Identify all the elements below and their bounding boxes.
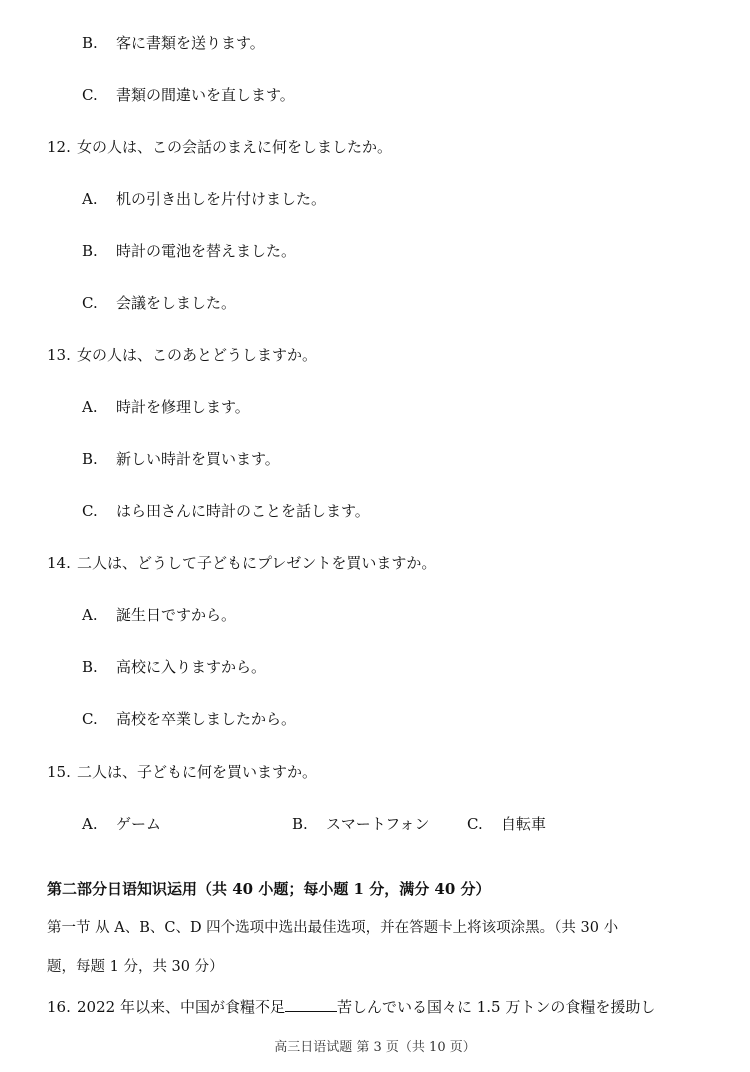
q15-option-c xyxy=(467,814,546,834)
option-letter: C. xyxy=(82,294,98,312)
option-text: 高校に入りますから。 xyxy=(116,658,267,676)
option-letter: B. xyxy=(82,242,98,260)
q12-option-b xyxy=(82,241,296,261)
option-text: はら田さんに時計のことを話します。 xyxy=(116,502,370,520)
option-letter: C. xyxy=(82,710,98,728)
q11-option-c xyxy=(82,85,295,105)
question-number: 12. xyxy=(47,138,71,156)
option-text: 新しい時計を買います。 xyxy=(116,450,280,468)
option-text: 客に書類を送ります。 xyxy=(116,34,265,52)
answer-blank xyxy=(285,997,337,1012)
option-letter: B. xyxy=(292,815,308,833)
option-letter: B. xyxy=(82,658,98,676)
option-letter: A. xyxy=(82,190,98,208)
option-text: 時計の電池を替えました。 xyxy=(116,242,297,260)
option-letter: B. xyxy=(82,450,98,468)
option-text: 自転車 xyxy=(501,815,547,833)
section-instruction-line2: 题，每题 1 分，共 30 分） xyxy=(47,959,224,975)
option-text: ゲーム xyxy=(116,815,162,833)
q12-option-a xyxy=(82,189,326,209)
q14-option-a xyxy=(82,605,236,625)
option-letter: A. xyxy=(82,398,98,416)
option-text: 誕生日ですから。 xyxy=(116,606,237,624)
question-number: 16. xyxy=(47,998,71,1016)
option-letter: A. xyxy=(82,606,98,624)
q12-question xyxy=(47,137,392,157)
section-instruction-line1: 第一节 从 A、B、C、D 四个选项中选出最佳选项，并在答题卡上将该项涂黑。（共 30 小 xyxy=(47,920,619,936)
question-text-before: 2022 年以来、中国が食糧不足 xyxy=(77,998,285,1016)
q13-option-b xyxy=(82,449,280,469)
q14-option-b xyxy=(82,657,266,677)
option-letter: A. xyxy=(82,815,98,833)
q13-question xyxy=(47,345,317,365)
option-text: 書類の間違いを直します。 xyxy=(116,86,295,104)
section-title: 第二部分日语知识运用（共 40 小题；每小题 1 分，满分 40 分） xyxy=(47,880,491,898)
question-text: 女の人は、このあとどうしますか。 xyxy=(77,346,318,364)
option-letter: C. xyxy=(467,815,483,833)
q15-question xyxy=(47,762,317,782)
question-number: 15. xyxy=(47,763,71,781)
question-text-after: 苦しんでいる国々に 1.5 万トンの食糧を援助し xyxy=(336,998,656,1016)
question-text: 二人は、どうして子どもにプレゼントを買いますか。 xyxy=(77,554,437,572)
q13-option-c xyxy=(82,501,370,521)
option-text: 高校を卒業しましたから。 xyxy=(116,710,297,728)
option-text: 時計を修理します。 xyxy=(116,398,250,416)
q12-option-c xyxy=(82,293,236,313)
question-text: 二人は、子どもに何を買いますか。 xyxy=(77,763,318,781)
q15-option-a xyxy=(82,814,161,834)
option-text: 会議をしました。 xyxy=(116,294,237,312)
question-number: 14. xyxy=(47,554,71,572)
question-number: 13. xyxy=(47,346,71,364)
q15-option-b xyxy=(292,814,430,834)
option-letter: B. xyxy=(82,34,98,52)
q14-question xyxy=(47,553,436,573)
option-letter: C. xyxy=(82,502,98,520)
q16-question xyxy=(47,997,655,1017)
q14-option-c xyxy=(82,709,296,729)
option-text: 机の引き出しを片付けました。 xyxy=(116,190,327,208)
question-text: 女の人は、この会話のまえに何をしましたか。 xyxy=(77,138,393,156)
option-text: スマートフォン xyxy=(326,815,430,833)
option-letter: C. xyxy=(82,86,98,104)
q11-option-b xyxy=(82,33,265,53)
page-footer: 高三日语试题 第 3 页（共 10 页） xyxy=(274,1040,476,1055)
q13-option-a xyxy=(82,397,250,417)
